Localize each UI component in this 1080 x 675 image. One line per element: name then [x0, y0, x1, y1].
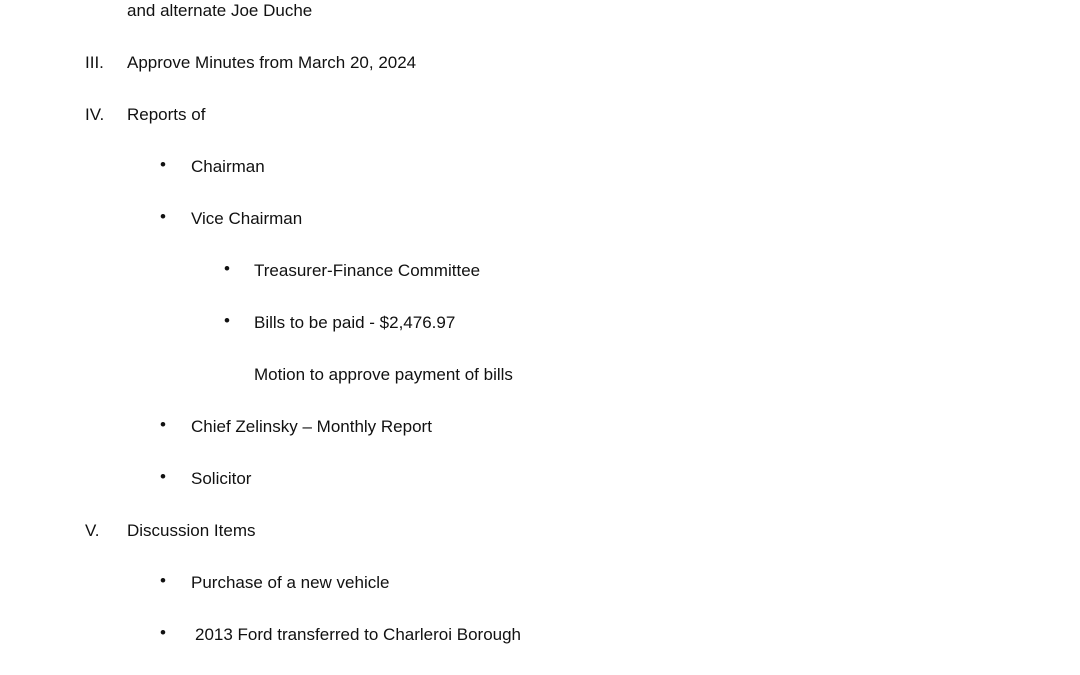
- list-item-chairman: Chairman: [191, 157, 265, 176]
- list-item-chief-report: Chief Zelinsky – Monthly Report: [191, 417, 432, 436]
- section-iv-numeral: IV.: [85, 105, 105, 124]
- bullet-icon: •: [160, 467, 166, 486]
- list-item-ford-transfer: 2013 Ford transferred to Charleroi Borough: [195, 625, 522, 644]
- list-item-bills-to-be-paid: Bills to be paid - $2,476.97: [254, 313, 456, 332]
- list-item-solicitor: Solicitor: [191, 469, 252, 488]
- bullet-icon: •: [160, 571, 166, 590]
- list-item-new-vehicle: Purchase of a new vehicle: [191, 573, 390, 592]
- list-item-vice-chairman: Vice Chairman: [191, 209, 303, 228]
- bullet-icon: •: [160, 623, 166, 642]
- section-v-text: Discussion Items: [127, 521, 256, 540]
- bullet-icon: •: [160, 207, 166, 226]
- bullet-icon: •: [160, 415, 166, 434]
- bullet-icon: •: [224, 259, 230, 278]
- section-iii-text: Approve Minutes from March 20, 2024: [127, 53, 417, 72]
- bullet-icon: •: [160, 155, 166, 174]
- section-iv-text: Reports of: [127, 105, 206, 124]
- section-iii-numeral: III.: [85, 53, 104, 72]
- continuation-text: and alternate Joe Duche: [127, 1, 313, 20]
- list-item-motion-approve-bills: Motion to approve payment of bills: [254, 365, 513, 384]
- list-item-treasurer-finance: Treasurer-Finance Committee: [254, 261, 481, 280]
- bullet-icon: •: [224, 311, 230, 330]
- section-v-numeral: V.: [85, 521, 100, 540]
